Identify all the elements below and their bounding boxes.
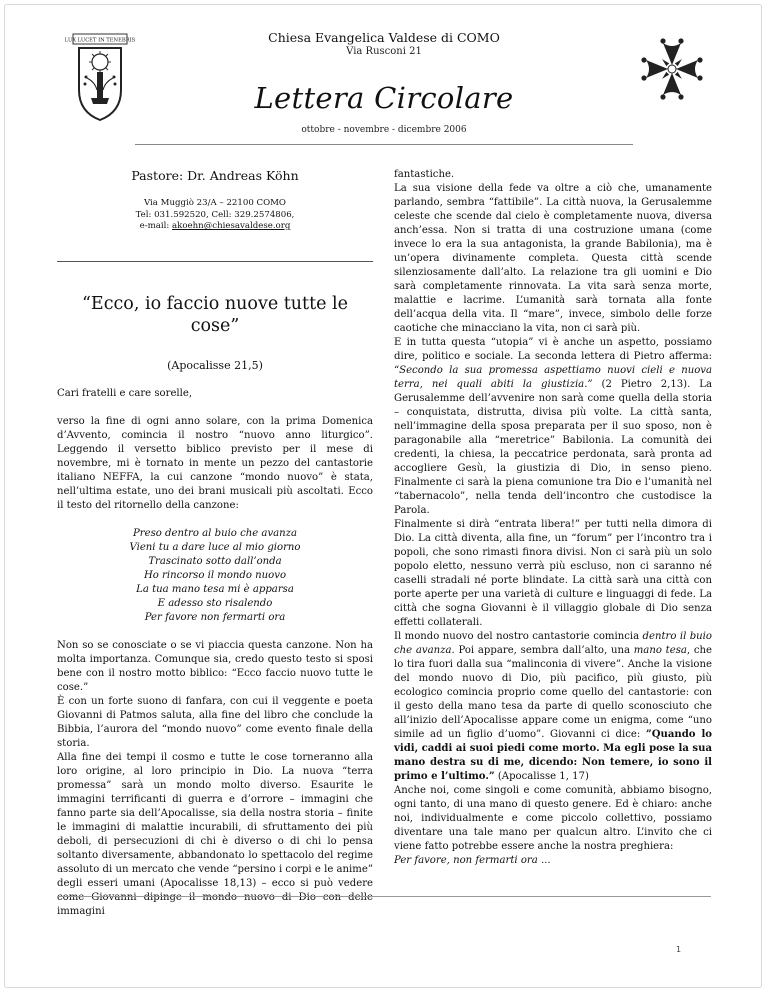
text-run: (Apocalisse 1, 17) <box>494 771 589 782</box>
scripture-quote-bold: ”Quando lo vidi, caddi ai suoi piedi come morto. Ma egli pose la sua mano destra su di me, dicendo: Non temere, io sono il primo e l’ultimo.” <box>394 729 713 782</box>
refrain-line: Vieni tu a dare luce al mio giorno <box>129 541 301 553</box>
page-number: 1 <box>676 945 682 954</box>
left-column <box>57 168 373 919</box>
refrain-line: La tua mano tesa mi è apparsa <box>136 583 294 595</box>
paragraph: fantastiche. <box>394 169 455 180</box>
issue-dates: ottobre - novembre - dicembre 2006 <box>301 125 467 135</box>
greeting: Cari fratelli e care sorelle, <box>57 387 193 399</box>
page-title: Lettera Circolare <box>254 81 514 115</box>
pastor-contact <box>57 198 373 233</box>
emphasis: mano tesa <box>633 645 687 656</box>
motto-reference: (Apocalisse 21,5) <box>167 358 263 372</box>
paragraph <box>394 630 712 784</box>
emphasis: dentro il buio che avanza. <box>394 631 712 656</box>
text-run: , che lo tira fuori dalla sua “malinconia di vivere”. Anche la visione del mondo nuovo di Dio, più pacifico, più giusto, più ecologico comincia proprio come quello del cantastorie: con il gesto della mano tesa da parte di quello sconosciuto che all’inizio dell’Apocalisse appare come un enigma, come “uno simile ad un figlio d’uomo”. Giovanni ci dice: <box>394 645 713 740</box>
pastor-name: Pastore: Dr. Andreas Köhn <box>131 168 299 183</box>
contact-address: Via Muggiò 23/A – 22100 COMO <box>144 198 286 208</box>
paragraph: verso la fine di ogni anno solare, con la prima Domenica d’Avvento, comincia il nostro “nuovo anno liturgico”. Leggendo il versetto biblico previsto per il mese di novembre, mi è tornato in mente un pezzo del cantastorie italiano NEFFA, la cui canzone “mondo nuovo” è stata, nell’ultima estate, uno dei brani musicali più ascoltati. Ecco il testo del ritornello della canzone: <box>57 415 373 511</box>
text-run: E in tutta questa “utopia” vi è anche un aspetto, possiamo dire, politico e sociale. La seconda lettera di Pietro afferma: <box>394 337 712 362</box>
paragraph: La sua visione della fede va oltre a ciò che, umanamente parlando, sembra “fattibile”. La città nuova, la Gerusalemme celeste che scende dal cielo è completamente nuova, diversa anch’essa. Non si tratta di una costruzione umana (come invece lo era la sua antagonista, la grande Babilonia), ma è un’opera divinamente completa. Questa città scende silenziosamente dall’alto. La relazione tra gli uomini e Dio sarà completamente rinnovata. La vita sarà senza morte, malattie e lacrime. L’umanità sarà tornata alla fonte dell’acqua della vita. Il “mare”, invece, simbolo delle forze caotiche che minacciano la vita, non ci sarà più. <box>394 183 712 334</box>
paragraph: Alla fine dei tempi il cosmo e tutte le cose torneranno alla loro origine, al loro principio in Dio. La nuova “terra promessa” sarà un mondo molto diverso. Esaurite le immagini terrificanti di guerra e d’orrore – immagini che fanno parte sia dell’Apocalisse, sia della nostra storia – finite le immagini di malattie incurabili, di sfruttamento dei più deboli, di persecuzioni di chi è diverso o di chi lo pensa soltanto diversamente, abbandonato lo spettacolo del regime assoluto di un mercato che vende “persino i corpi e le anime” degli esseri umani (Apocalisse 18,13) – ecco si può vedere come Giovanni dipinge il mondo nuovo di Dio con delle immagini <box>57 751 373 917</box>
refrain-line: Ho rincorso il mondo nuovo <box>143 569 287 581</box>
refrain-line: E adesso sto risalendo <box>157 597 273 609</box>
header-divider <box>135 144 633 145</box>
church-address: Via Rusconi 21 <box>346 46 422 57</box>
paragraph: Non so se conosciate o se vi piaccia questa canzone. Non ha molta importanza. Comunque sia, credo questo testo si sposi bene con il nostro motto biblico: “Ecco faccio nuovo tutte le cose.” <box>57 639 373 693</box>
scripture-quote: “Secondo la sua promessa aspettiamo nuovi cieli e nuova terra, nei quali abiti la giustizia.” <box>394 365 712 390</box>
text-run: Il mondo nuovo del nostro cantastorie comincia <box>394 631 643 642</box>
paragraph <box>394 336 712 518</box>
right-column <box>394 168 712 868</box>
contact-email-line <box>57 221 373 233</box>
closing-line <box>394 854 712 868</box>
motto-heading: “Ecco, io faccio nuove tutte le cose” <box>81 293 348 336</box>
contact-phone: Tel: 031.592520, Cell: 329.2574806, <box>135 209 295 220</box>
text-run: (2 Pietro 2,13). La Gerusalemme dell’avvenire non sarà come quella della storia – conquistata, distrutta, divisa più volte. La città santa, nell’immagine della sposa preparata per il suo sposo, non è paragonabile alla “meretrice” Babilonia. La comunità dei credenti, la chiesa, la peccatrice perdonata, sarà pronta ad accogliere Gesù, la giustizia di Dio, in senso pieno. Finalmente ci sarà la piena comunione tra Dio e l’umanità nel “tabernacolo”, nella tenda dell’incontro che custodisce la Parola. <box>394 379 712 516</box>
paragraph: Finalmente si dirà “entrata libera!” per tutti nella dimora di Dio. La città diventa, alla fine, un “forum” per l’incontro tra i popoli, che sono rimasti finora divisi. Non ci sarà più un solo popolo eletto, nessuno verrà più escluso, non ci saranno né caselli stradali né porte blindate. La città sarà una città con porte aperte per una varietà di culture e linguaggi di fede. La città che sogna Giovanni è il villaggio globale di Dio senza effetti collaterali. <box>394 519 712 628</box>
refrain-line: Per favore non fermarti ora <box>144 611 286 623</box>
contact-divider <box>57 261 373 262</box>
email-prefix: e-mail: <box>139 221 173 231</box>
song-refrain <box>57 527 373 625</box>
letter-header <box>0 30 768 136</box>
church-name: Chiesa Evangelica Valdese di COMO <box>268 30 500 45</box>
text-run: Poi appare, sembra dall’alto, una <box>454 645 634 656</box>
paragraph: Anche noi, come singoli e come comunità, abbiamo bisogno, ogni tanto, di una mano di questo genere. Ed è chiaro: anche noi, individualmente e come piccolo collettivo, possiamo diventare una tale mano per qualcun altro. L’invito che ci viene fatto potrebbe essere anche la nostra preghiera: <box>394 785 712 852</box>
refrain-line: Trascinato sotto dall’onda <box>148 555 282 567</box>
emblem-motto-text: LUX LUCET IN TENEBRIS <box>64 37 136 44</box>
paragraph: È con un forte suono di fanfara, con cui il veggente e poeta Giovanni di Patmos saluta, alla fine del libro che conclude la Bibbia, l’aurora del “mondo nuovo” come evento finale della storia. <box>57 695 373 749</box>
email-link[interactable]: akoehn@chiesavaldese.org <box>172 221 291 231</box>
footer-divider <box>57 896 711 897</box>
closing-text: Per favore, non fermarti ora ... <box>394 855 551 866</box>
refrain-line: Preso dentro al buio che avanza <box>133 527 297 539</box>
